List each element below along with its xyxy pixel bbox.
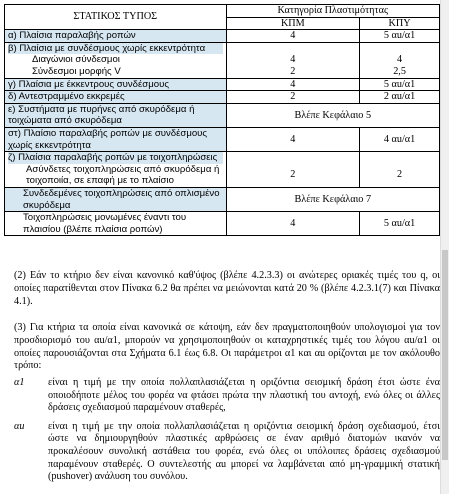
cell-kpm-2: 2 [290,65,296,77]
cell-kpy: 5 αu/α1 [360,30,440,43]
cell-kpy: 5 αu/α1 [360,212,440,236]
row-sub-2: Σύνδεσμοι μορφής V [32,65,121,77]
cell-kpm [226,42,360,78]
header-kpm: ΚΠΜ [226,17,360,30]
vertical-scrollbar[interactable] [440,0,449,494]
definition-a1 [14,377,440,415]
row-label: α) Πλαίσια παραλαβής ροπών [5,30,227,43]
table-row [5,30,440,43]
cell-kpy: 2 [360,152,440,188]
row-sub-1: Διαγώνιοι σύνδεσμοι [32,54,120,66]
cell-reference: Βλέπε Κεφάλαιο 5 [226,103,439,127]
cell-kpm: 4 [226,30,360,43]
header-kpy: ΚΠΥ [360,17,440,30]
cell-kpm: 4 [226,127,360,151]
row-heading: ζ) Πλαίσια παραλαβής ροπών με τοιχοπληρώσεις [8,152,223,164]
row-heading: β) Πλαίσια με συνδέσμους χωρίς εκκεντρότητα [8,43,223,55]
cell-kpy-1: 4 [397,54,403,66]
header-structural-type: ΣΤΑΤΙΚΟΣ ΤΥΠΟΣ [5,5,227,30]
paragraph-3: (3) Για κτήρια τα οποία είναι κανονικά σε κάτοψη, εάν δεν πραγματοποιηθούν υπολογισμοί για τον προσδιορισμό του αu/α1, μπορούν να χρησιμοποιηθούν οι καταχρηστικές τιμές του λόγου αu/α1 οι οποίες παρουσιάζονται στα Σχήματα 6.1 έως 6.8. Οι παράμετροι α1 και αu ορίζονται με τον ακόλουθο τρόπο: [14,322,440,372]
cell-kpy [360,42,440,78]
row-label: στ) Πλαίσιο παραλαβής ροπών με συνδέσμους χωρίς εκκεντρότητα [5,127,227,151]
table-row [5,103,440,127]
definition-text: είναι η τιμή με την οποία πολλαπλασιάζεται η οριζόντια σεισμική δράση σχεδιασμού, έτσι ώστε να δημιουργηθούν πλαστικές αρθρώσεις σε έναν αριθμό διατομών ικανόν να προκαλέσουν συνολική αστάθεια του φορέα, ενώ όλες οι υπόλοιπες δράσεις σχεδιασμού παραμένουν σταθερές. Ο συντελεστής αu μπορεί να λαμβάνεται από μη-γραμμική στατική (pushover) ανάλυση του συνόλου. [48,420,440,483]
cell-kpm: 2 [226,152,360,188]
cell-kpy-2: 2,5 [393,65,406,77]
definition-text: είναι η τιμή με την οποία πολλαπλασιάζεται η οριζόντια σεισμική δράση έτσι ώστε ένα οποιοδήποτε μέλος του φορέα να φτάσει πρώτα την πλαστική του αντοχή, ενώ όλες οι άλλες δράσεις σχεδιασμού παραμένουν σταθερές, [48,377,440,414]
definition-au [14,421,440,484]
cell-kpm: 4 [226,212,360,236]
table-row [5,78,440,91]
cell-kpy: 5 αu/α1 [360,78,440,91]
table-row [5,187,440,211]
row-label: γ) Πλαίσια με έκκεντρους συνδέσμους [5,78,227,91]
row-sub-1: Ασύνδετες τοιχοπληρώσεις από σκυρόδεμα ή τοιχοποιία, σε επαφή με το πλαίσιο [26,163,220,187]
row-label: ε) Συστήματα με πυρήνες από σκυρόδεμα ή τοιχώματα από σκυρόδεμα [5,103,227,127]
cell-kpy: 2 αu/α1 [360,91,440,104]
table-row [5,127,440,151]
table-row [5,91,440,104]
row-label: δ) Αντεστραμμένο εκκρεμές [5,91,227,104]
row-label [5,42,227,78]
paragraph-2: (2) Εάν το κτήριο δεν είναι κανονικό καθ'ύψος (βλέπε 4.2.3.3) οι ανώτερες οριακές τιμές του q, οι οποίες παρατίθενται στον Πίνακα 6.2 θα πρέπει να μειώνονται κατά 20 % (βλέπε 4.2.3.1(7) και Πίνακα 4.1). [14,270,440,307]
cell-kpm: 2 [226,91,360,104]
definition-symbol: α1 [14,377,25,388]
cell-kpm: 4 [226,78,360,91]
cell-kpy: 4 αu/α1 [360,127,440,151]
behaviour-factor-table [4,4,440,236]
scrollbar-thumb[interactable] [442,250,448,460]
definition-symbol: αu [14,420,25,432]
row-label: Συνδεδεμένες τοιχοπληρώσεις από οπλισμένο σκυρόδεμα [5,187,227,211]
table-row [5,152,440,188]
table-row [5,212,440,236]
header-ductility-class: Κατηγορία Πλαστιμότητας [226,5,439,18]
row-label [5,152,227,188]
table-row [5,42,440,78]
definitions [14,377,440,490]
table-header-row [5,5,440,18]
row-label: Τοιχοπληρώσεις μονωμένες έναντι του πλαισίου (βλέπε πλαίσια ροπών) [5,212,227,236]
cell-kpm-1: 4 [290,54,296,66]
cell-reference: Βλέπε Κεφάλαιο 7 [226,187,439,211]
